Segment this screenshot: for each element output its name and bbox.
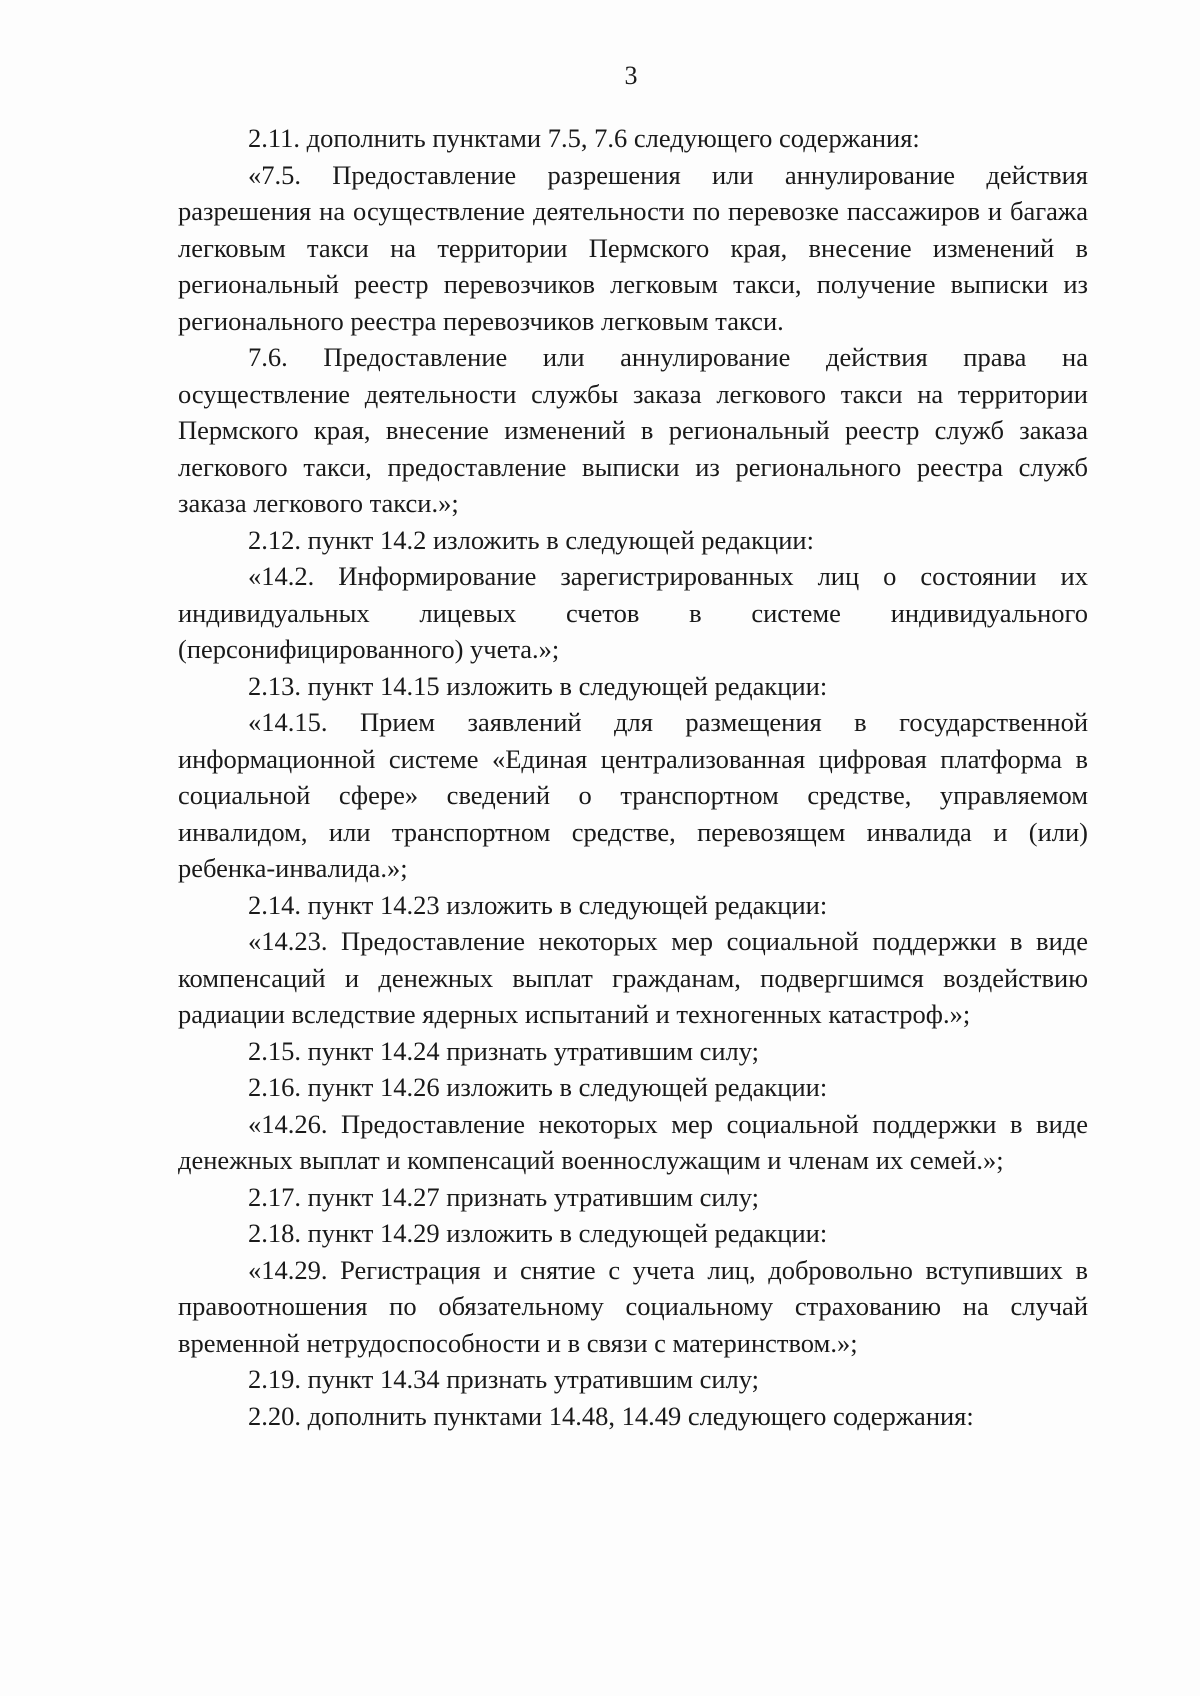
paragraph-14-2: «14.2. Информирование зарегистрированных лиц о состоянии их индивидуальных лицевых счетов в системе индивидуального (персонифицированного) учета.»;: [178, 561, 1088, 664]
paragraph-2-19: 2.19. пункт 14.34 признать утратившим силу;: [248, 1364, 760, 1394]
paragraph-14-23: «14.23. Предоставление некоторых мер социальной поддержки в виде компенсаций и денежных выплат гражданам, подвергшимся воздействию радиации вследствие ядерных испытаний и техногенных катастроф.»;: [178, 926, 1088, 1029]
paragraph-7-5: «7.5. Предоставление разрешения или аннулирование действия разрешения на осуществление деятельности по перевозке пассажиров и багажа легковым такси на территории Пермского края, внесение изменений в региональный реестр перевозчиков легковым такси, получение выписки из регионального реестра перевозчиков легковым такси.: [178, 159, 1088, 336]
document-body: [178, 120, 1088, 1434]
page-number: 3: [624, 61, 638, 90]
paragraph-14-15: «14.15. Прием заявлений для размещения в государственной информационной системе «Единая централизованная цифровая платформа в социальной сфере» сведений о транспортном средстве, управляемом инвалидом, или транспортном средстве, перевозящем инвалида и (или) ребенка-инвалида.»;: [178, 707, 1088, 883]
paragraph-2-20: 2.20. дополнить пунктами 14.48, 14.49 следующего содержания:: [248, 1400, 974, 1431]
paragraph-7-6: 7.6. Предоставление или аннулирование действия права на осуществление деятельности службы заказа легкового такси на территории Пермского края, внесение изменений в региональный реестр служб заказа легкового такси, предоставление выписки из регионального реестра служб заказа легкового такси.»;: [178, 342, 1088, 518]
paragraph-2-18: 2.18. пункт 14.29 изложить в следующей редакции:: [248, 1218, 828, 1248]
paragraph-2-17: 2.17. пункт 14.27 признать утратившим силу;: [248, 1181, 760, 1212]
paragraph-14-29: «14.29. Регистрация и снятие с учета лиц, добровольно вступивших в правоотношения по обязательному социальному страхованию на случай временной нетрудоспособности и в связи с материнством.»;: [178, 1254, 1088, 1358]
paragraph-2-14: 2.14. пункт 14.23 изложить в следующей редакции:: [248, 889, 828, 920]
paragraph-2-15: 2.15. пункт 14.24 признать утратившим силу;: [248, 1035, 760, 1066]
paragraph-2-11: 2.11. дополнить пунктами 7.5, 7.6 следующего содержания:: [248, 123, 920, 153]
paragraph-2-13: 2.13. пункт 14.15 изложить в следующей редакции:: [248, 670, 828, 701]
paragraph-2-16: 2.16. пункт 14.26 изложить в следующей редакции:: [248, 1072, 828, 1102]
paragraph-2-12: 2.12. пункт 14.2 изложить в следующей редакции:: [248, 524, 814, 555]
paragraph-14-26: «14.26. Предоставление некоторых мер социальной поддержки в виде денежных выплат и компенсаций военнослужащим и членам их семей.»;: [178, 1108, 1088, 1175]
